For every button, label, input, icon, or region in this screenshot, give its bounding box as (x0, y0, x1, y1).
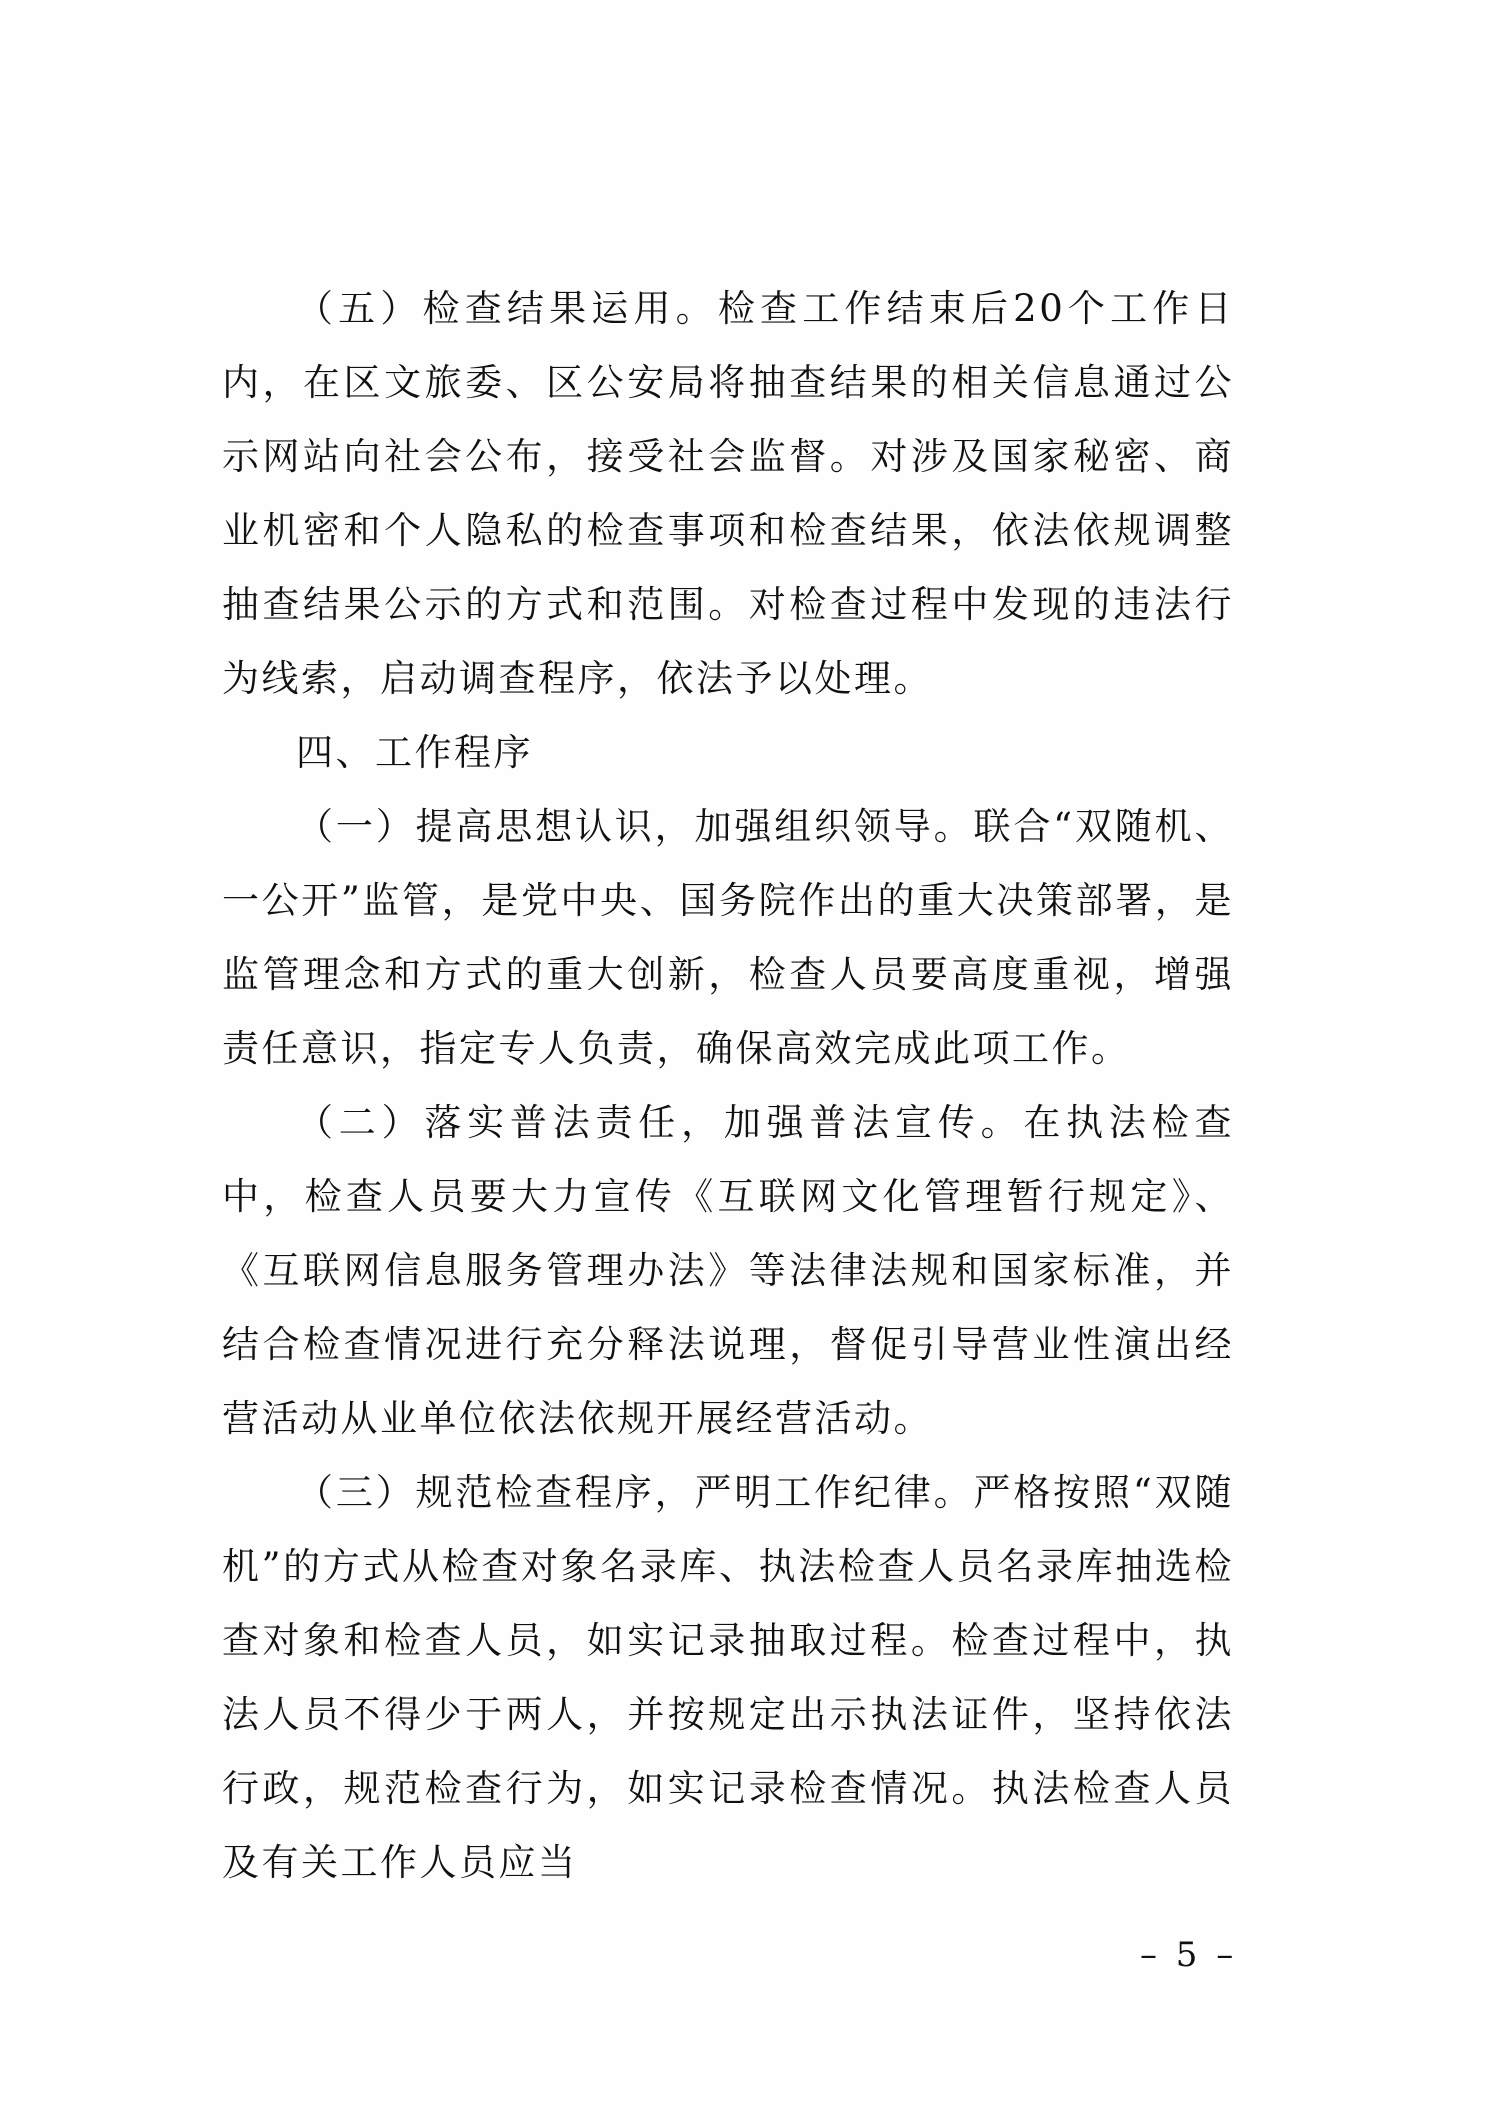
paragraph-inspection-results: （五）检查结果运用。检查工作结束后20个工作日内，在区文旅委、区公安局将抽查结果的相关信息通过公示网站向社会公布，接受社会监督。对涉及国家秘密、商业机密和个人隐私的检查事项和检查结果，依法依规调整抽查结果公示的方式和范围。对检查过程中发现的违法行为线索，启动调查程序，依法予以处理。 (222, 287, 1234, 700)
paragraph-leadership: （一）提高思想认识，加强组织领导。联合“双随机、一公开”监管，是党中央、国务院作出的重大决策部署，是监管理念和方式的重大创新，检查人员要高度重视，增强责任意识，指定专人负责，确保高效完成此项工作。 (222, 805, 1234, 1070)
paragraph-legal-publicity: （二）落实普法责任，加强普法宣传。在执法检查中，检查人员要大力宣传《互联网文化管理暂行规定》、《互联网信息服务管理办法》等法律法规和国家标准，并结合检查情况进行充分释法说理，督促引导营业性演出经营活动从业单位依法依规开展经营活动。 (222, 1101, 1234, 1440)
paragraph-inspection-procedure: （三）规范检查程序，严明工作纪律。严格按照“双随机”的方式从检查对象名录库、执法检查人员名录库抽选检查对象和检查人员，如实记录抽取过程。检查过程中，执法人员不得少于两人，并按规定出示执法证件，坚持依法行政，规范检查行为，如实记录检查情况。执法检查人员及有关工作人员应当 (222, 1471, 1234, 1884)
section-heading-work-procedure: 四、工作程序 (296, 731, 533, 774)
document-body (222, 272, 1234, 1900)
page-number: – 5 – (1140, 1935, 1238, 1975)
